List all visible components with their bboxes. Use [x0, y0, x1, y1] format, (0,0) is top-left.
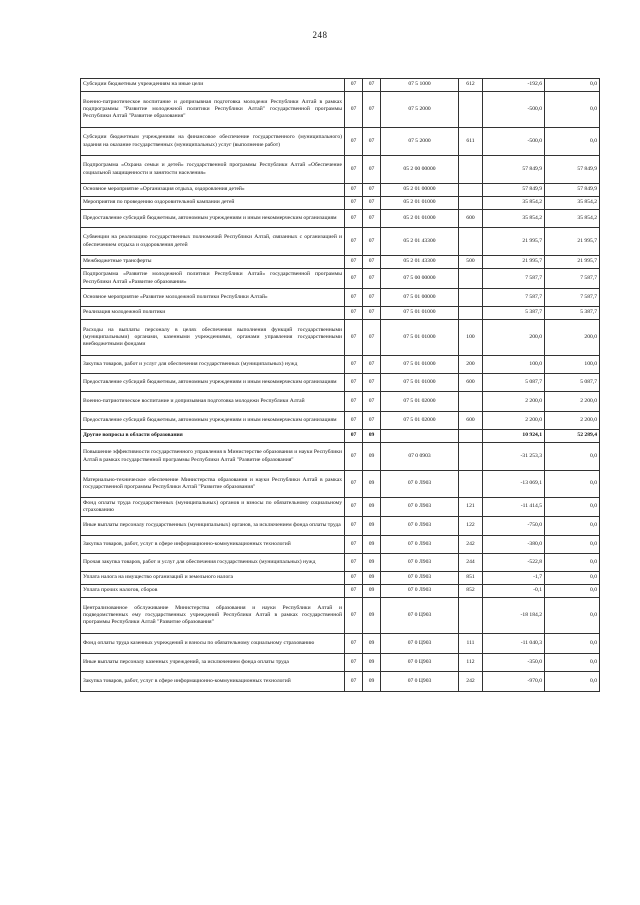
row-name-cell: Межбюджетные трансферты [81, 256, 345, 269]
expense-type-cell: 100 [459, 320, 483, 356]
amount-1-cell: -192,6 [483, 79, 545, 92]
target-article-cell: 07 5 01 01000 [381, 356, 459, 374]
target-article-cell: 07 5 01 00000 [381, 289, 459, 307]
target-article-cell: 05 2 01 01000 [381, 210, 459, 228]
table-row [81, 79, 600, 92]
section-code-cell: 07 [345, 289, 363, 307]
expense-type-cell [459, 197, 483, 210]
subsection-code-cell: 07 [363, 92, 381, 128]
section-code-cell: 07 [345, 210, 363, 228]
section-code-cell: 07 [345, 585, 363, 598]
budget-table [80, 78, 600, 692]
amount-1-cell: 57 849,9 [483, 156, 545, 184]
amount-2-cell: 52 289,4 [545, 430, 600, 443]
table-row [81, 356, 600, 374]
amount-1-cell: 35 854,2 [483, 197, 545, 210]
amount-2-cell: 200,0 [545, 320, 600, 356]
row-name-cell: Подпрограмма «Развитие молодежной политики Республики Алтай» государственной программы Республики Алтай «Развитие образования» [81, 269, 345, 289]
target-article-cell: 07 0 Л903 [381, 517, 459, 536]
target-article-cell: 07 5 2000 [381, 128, 459, 156]
expense-type-cell: 612 [459, 79, 483, 92]
section-code-cell: 07 [345, 672, 363, 692]
amount-1-cell: -18 184,2 [483, 598, 545, 634]
table-row [81, 210, 600, 228]
target-article-cell: 05 2 01 01000 [381, 197, 459, 210]
target-article-cell: 07 0 Л903 [381, 585, 459, 598]
target-article-cell: 07 0 Л903 [381, 554, 459, 572]
section-code-cell: 07 [345, 430, 363, 443]
expense-type-cell: 851 [459, 572, 483, 585]
subsection-code-cell: 07 [363, 197, 381, 210]
section-code-cell: 07 [345, 572, 363, 585]
subsection-code-cell: 07 [363, 228, 381, 256]
subsection-code-cell: 07 [363, 79, 381, 92]
row-name-cell: Подпрограмма «Охрана семьи и детей» государственной программы Республики Алтай «Обеспечение социальной защищенности и занятости населения» [81, 156, 345, 184]
target-article-cell: 07 5 01 01000 [381, 374, 459, 392]
expense-type-cell: 242 [459, 536, 483, 554]
section-code-cell: 07 [345, 79, 363, 92]
row-name-cell: Основное мероприятие «Организация отдыха, оздоровления детей» [81, 184, 345, 197]
section-code-cell: 07 [345, 374, 363, 392]
section-code-cell: 07 [345, 634, 363, 654]
amount-1-cell: 100,0 [483, 356, 545, 374]
row-name-cell: Закупка товаров, работ, услуг в сфере информационно-коммуникационных технологий [81, 536, 345, 554]
table-row [81, 256, 600, 269]
row-name-cell: Фонд оплаты труда государственных (муниципальных) органов и взносы по обязательному социальному страхованию [81, 498, 345, 517]
amount-2-cell: 0,0 [545, 672, 600, 692]
section-code-cell: 07 [345, 443, 363, 471]
row-name-cell: Субвенции на реализацию государственных полномочий Республики Алтай, связанных с организацией и обеспечением отдыха и оздоровления детей [81, 228, 345, 256]
subsection-code-cell: 09 [363, 554, 381, 572]
table-row [81, 471, 600, 498]
amount-2-cell: 0,0 [545, 92, 600, 128]
amount-1-cell: -522,8 [483, 554, 545, 572]
subsection-code-cell: 07 [363, 392, 381, 412]
target-article-cell: 07 5 01 01000 [381, 320, 459, 356]
table-row [81, 554, 600, 572]
amount-2-cell: 0,0 [545, 572, 600, 585]
table-row [81, 634, 600, 654]
section-code-cell: 07 [345, 654, 363, 672]
amount-2-cell: 2 200,0 [545, 392, 600, 412]
table-row [81, 443, 600, 471]
amount-1-cell: 5 387,7 [483, 307, 545, 320]
row-name-cell: Военно-патриотическое воспитание и допризывная подготовка молодежи Республики Алтай в рамках подпрограммы "Развитие молодежной политики Республики Алтай" государственной программы Республики Алтай "Развитие образования" [81, 92, 345, 128]
amount-1-cell: 21 995,7 [483, 256, 545, 269]
table-row [81, 536, 600, 554]
row-name-cell: Субсидии бюджетным учреждениям на иные цели [81, 79, 345, 92]
table-row [81, 672, 600, 692]
section-code-cell: 07 [345, 256, 363, 269]
amount-2-cell: 7 587,7 [545, 269, 600, 289]
amount-2-cell: 0,0 [545, 443, 600, 471]
expense-type-cell [459, 156, 483, 184]
target-article-cell: 07 0 Ц903 [381, 598, 459, 634]
row-name-cell: Субсидии бюджетным учреждениям на финансовое обеспечение государственного (муниципального) задания на оказание государственных (муниципальных) услуг (выполнение работ) [81, 128, 345, 156]
amount-1-cell: 5 087,7 [483, 374, 545, 392]
subsection-code-cell: 09 [363, 672, 381, 692]
row-name-cell: Военно-патриотическое воспитание и допризывная подготовка молодежи Республики Алтай [81, 392, 345, 412]
row-name-cell: Закупка товаров, работ и услуг для обеспечения государственных (муниципальных) нужд [81, 356, 345, 374]
amount-1-cell: -11 414,5 [483, 498, 545, 517]
amount-1-cell: -13 069,1 [483, 471, 545, 498]
expense-type-cell: 200 [459, 356, 483, 374]
amount-1-cell: 57 849,9 [483, 184, 545, 197]
amount-2-cell: 0,0 [545, 585, 600, 598]
subsection-code-cell: 09 [363, 654, 381, 672]
table-row [81, 572, 600, 585]
subsection-code-cell: 09 [363, 471, 381, 498]
page-number: 248 [312, 30, 328, 40]
table-row [81, 598, 600, 634]
amount-2-cell: 0,0 [545, 598, 600, 634]
expense-type-cell: 600 [459, 210, 483, 228]
section-code-cell: 07 [345, 536, 363, 554]
expense-type-cell [459, 430, 483, 443]
amount-2-cell: 21 995,7 [545, 228, 600, 256]
target-article-cell: 05 2 01 43300 [381, 228, 459, 256]
target-article-cell [381, 430, 459, 443]
row-name-cell: Материально-техническое обеспечение Министерства образования и науки Республики Алтай в рамках государственной программы Республики Алтай "Развитие образования" [81, 471, 345, 498]
row-name-cell: Другие вопросы в области образования [81, 430, 345, 443]
target-article-cell: 05 2 01 43300 [381, 256, 459, 269]
row-name-cell: Повышение эффективности государственного управления в Министерстве образования и науки Республики Алтай в рамках государственной программы Республики Алтай "Развитие образования" [81, 443, 345, 471]
table-row [81, 392, 600, 412]
section-code-cell: 07 [345, 184, 363, 197]
expense-type-cell [459, 269, 483, 289]
table-row [81, 654, 600, 672]
section-code-cell: 07 [345, 498, 363, 517]
subsection-code-cell: 09 [363, 536, 381, 554]
expense-type-cell [459, 307, 483, 320]
amount-1-cell: -1,7 [483, 572, 545, 585]
amount-2-cell: 57 849,9 [545, 184, 600, 197]
amount-1-cell: 10 924,1 [483, 430, 545, 443]
expense-type-cell: 122 [459, 517, 483, 536]
row-name-cell: Иные выплаты персоналу государственных (муниципальных) органов, за исключением фонда оплаты труда [81, 517, 345, 536]
expense-type-cell: 500 [459, 256, 483, 269]
section-code-cell: 07 [345, 554, 363, 572]
amount-2-cell: 0,0 [545, 471, 600, 498]
row-name-cell: Фонд оплаты труда казенных учреждений и взносы по обязательному социальному страхованию [81, 634, 345, 654]
subsection-code-cell: 07 [363, 256, 381, 269]
expense-type-cell [459, 392, 483, 412]
amount-1-cell: -11 040,3 [483, 634, 545, 654]
subsection-code-cell: 09 [363, 585, 381, 598]
expense-type-cell [459, 443, 483, 471]
amount-1-cell: -380,0 [483, 536, 545, 554]
subsection-code-cell: 07 [363, 356, 381, 374]
amount-1-cell: 35 854,2 [483, 210, 545, 228]
row-name-cell: Централизованное обслуживание Министерства образования и науки Республики Алтай и подведомственных ему государственных учреждений Республики Алтай в рамках государственной программы Республики Алтай "Развитие образования" [81, 598, 345, 634]
expense-type-cell: 600 [459, 412, 483, 430]
table-row [81, 197, 600, 210]
section-code-cell: 07 [345, 156, 363, 184]
table-row [81, 307, 600, 320]
table-body [81, 79, 600, 692]
target-article-cell: 07 5 01 01000 [381, 307, 459, 320]
row-name-cell: Уплата налога на имущество организаций и земельного налога [81, 572, 345, 585]
subsection-code-cell: 09 [363, 634, 381, 654]
section-code-cell: 07 [345, 412, 363, 430]
target-article-cell: 07 0 Л903 [381, 471, 459, 498]
amount-1-cell: 200,0 [483, 320, 545, 356]
amount-2-cell: 57 849,9 [545, 156, 600, 184]
row-name-cell: Основное мероприятие «Развитие молодежной политики Республики Алтай» [81, 289, 345, 307]
subsection-code-cell: 07 [363, 374, 381, 392]
amount-1-cell: 2 200,0 [483, 412, 545, 430]
target-article-cell: 07 0 Ц903 [381, 654, 459, 672]
subsection-code-cell: 09 [363, 517, 381, 536]
target-article-cell: 07 0 Л903 [381, 572, 459, 585]
table-row [81, 228, 600, 256]
expense-type-cell: 611 [459, 128, 483, 156]
target-article-cell: 07 0 Л903 [381, 536, 459, 554]
expense-type-cell: 242 [459, 672, 483, 692]
expense-type-cell [459, 92, 483, 128]
table-row [81, 374, 600, 392]
subsection-code-cell: 07 [363, 307, 381, 320]
amount-2-cell: 35 854,2 [545, 210, 600, 228]
amount-1-cell: 2 200,0 [483, 392, 545, 412]
table-row [81, 320, 600, 356]
expense-type-cell: 244 [459, 554, 483, 572]
amount-2-cell: 35 854,2 [545, 197, 600, 210]
table-row [81, 585, 600, 598]
row-name-cell: Предоставление субсидий бюджетным, автономным учреждениям и иным некоммерческим организациям [81, 374, 345, 392]
amount-1-cell: -500,0 [483, 128, 545, 156]
section-code-cell: 07 [345, 517, 363, 536]
row-name-cell: Предоставление субсидий бюджетным, автономным учреждениям и иным некоммерческим организациям [81, 210, 345, 228]
subsection-code-cell: 07 [363, 289, 381, 307]
target-article-cell: 07 5 2000 [381, 92, 459, 128]
target-article-cell: 07 0 Л903 [381, 498, 459, 517]
subsection-code-cell: 07 [363, 156, 381, 184]
amount-2-cell: 0,0 [545, 517, 600, 536]
amount-2-cell: 0,0 [545, 554, 600, 572]
amount-1-cell: -970,0 [483, 672, 545, 692]
expense-type-cell [459, 598, 483, 634]
subsection-code-cell: 07 [363, 128, 381, 156]
amount-2-cell: 2 200,0 [545, 412, 600, 430]
table-row [81, 269, 600, 289]
target-article-cell: 05 2 00 00000 [381, 156, 459, 184]
expense-type-cell: 121 [459, 498, 483, 517]
target-article-cell: 07 0 0903 [381, 443, 459, 471]
table-row [81, 128, 600, 156]
amount-1-cell: 7 587,7 [483, 289, 545, 307]
section-code-cell: 07 [345, 320, 363, 356]
row-name-cell: Мероприятия по проведению оздоровительной кампании детей [81, 197, 345, 210]
section-code-cell: 07 [345, 228, 363, 256]
row-name-cell: Расходы на выплаты персоналу в целях обеспечения выполнения функций государственными (муниципальными) органами, казенными учреждениями, органами управления государственными внебюджетными фондами [81, 320, 345, 356]
subsection-code-cell: 07 [363, 269, 381, 289]
amount-2-cell: 7 587,7 [545, 289, 600, 307]
table-row [81, 184, 600, 197]
row-name-cell: Иные выплаты персоналу казенных учреждений, за исключением фонда оплаты труда [81, 654, 345, 672]
target-article-cell: 07 0 Ц903 [381, 672, 459, 692]
amount-1-cell: 7 587,7 [483, 269, 545, 289]
row-name-cell: Предоставление субсидий бюджетным, автономным учреждениям и иным некоммерческим организациям [81, 412, 345, 430]
amount-1-cell: -0,1 [483, 585, 545, 598]
table-row [81, 289, 600, 307]
table-row [81, 92, 600, 128]
expense-type-cell: 600 [459, 374, 483, 392]
section-code-cell: 07 [345, 128, 363, 156]
expense-type-cell [459, 228, 483, 256]
section-code-cell: 07 [345, 356, 363, 374]
amount-1-cell: -500,0 [483, 92, 545, 128]
amount-2-cell: 0,0 [545, 498, 600, 517]
amount-2-cell: 0,0 [545, 128, 600, 156]
table-row [81, 156, 600, 184]
table-row [81, 517, 600, 536]
table-row [81, 498, 600, 517]
expense-type-cell [459, 289, 483, 307]
expense-type-cell: 112 [459, 654, 483, 672]
amount-1-cell: -750,0 [483, 517, 545, 536]
table-row [81, 412, 600, 430]
row-name-cell: Закупка товаров, работ, услуг в сфере информационно-коммуникационных технологий [81, 672, 345, 692]
amount-1-cell: -31 253,3 [483, 443, 545, 471]
subsection-code-cell: 09 [363, 572, 381, 585]
section-code-cell: 07 [345, 392, 363, 412]
row-name-cell: Уплата прочих налогов, сборов [81, 585, 345, 598]
amount-2-cell: 0,0 [545, 654, 600, 672]
amount-2-cell: 100,0 [545, 356, 600, 374]
target-article-cell: 07 0 Ц903 [381, 634, 459, 654]
subsection-code-cell: 09 [363, 443, 381, 471]
expense-type-cell: 111 [459, 634, 483, 654]
subsection-code-cell: 07 [363, 320, 381, 356]
row-name-cell: Реализация молодежной политики [81, 307, 345, 320]
amount-1-cell: -350,0 [483, 654, 545, 672]
subsection-code-cell: 07 [363, 184, 381, 197]
target-article-cell: 07 5 01 02000 [381, 392, 459, 412]
amount-2-cell: 5 387,7 [545, 307, 600, 320]
amount-2-cell: 5 087,7 [545, 374, 600, 392]
section-code-cell: 07 [345, 471, 363, 498]
section-code-cell: 07 [345, 197, 363, 210]
section-code-cell: 07 [345, 92, 363, 128]
target-article-cell: 05 2 01 00000 [381, 184, 459, 197]
expense-type-cell [459, 471, 483, 498]
section-code-cell: 07 [345, 307, 363, 320]
target-article-cell: 07 5 00 00000 [381, 269, 459, 289]
expense-type-cell: 852 [459, 585, 483, 598]
amount-1-cell: 21 995,7 [483, 228, 545, 256]
subsection-code-cell: 07 [363, 412, 381, 430]
expense-type-cell [459, 184, 483, 197]
row-name-cell: Прочая закупка товаров, работ и услуг для обеспечения государственных (муниципальных) нужд [81, 554, 345, 572]
section-code-cell: 07 [345, 598, 363, 634]
target-article-cell: 07 5 01 02000 [381, 412, 459, 430]
amount-2-cell: 21 995,7 [545, 256, 600, 269]
target-article-cell: 07 5 1000 [381, 79, 459, 92]
amount-2-cell: 0,0 [545, 79, 600, 92]
subsection-code-cell: 07 [363, 210, 381, 228]
table-row [81, 430, 600, 443]
subsection-code-cell: 09 [363, 430, 381, 443]
subsection-code-cell: 09 [363, 498, 381, 517]
section-code-cell: 07 [345, 269, 363, 289]
amount-2-cell: 0,0 [545, 536, 600, 554]
amount-2-cell: 0,0 [545, 634, 600, 654]
subsection-code-cell: 09 [363, 598, 381, 634]
